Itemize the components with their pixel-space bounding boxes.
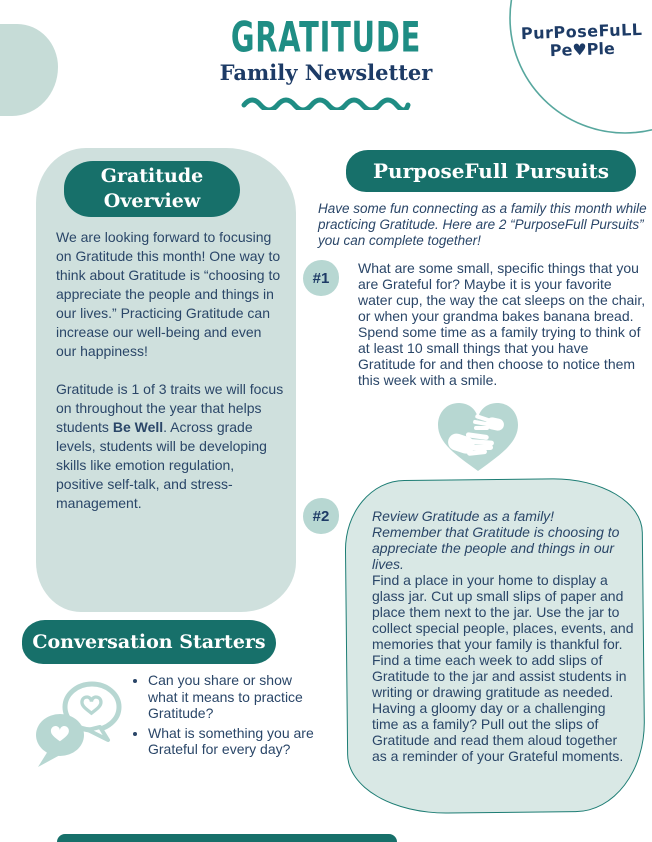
newsletter-title-text: GRATITUDE <box>230 13 422 62</box>
purposefull-people-logo <box>519 20 644 61</box>
pursuits-section-header-label: PurposeFull Pursuits <box>373 159 609 183</box>
overview-section-header <box>64 161 240 217</box>
pursuits-intro: Have some fun connecting as a family this month while practicing Gratitude. Here are 2 “PurposeFull Pursuits” you can complete together! <box>318 201 647 248</box>
heart-hands-icon <box>436 397 520 475</box>
logo-line2-with-heart-icon: Pe♥Ple <box>549 38 616 61</box>
overview-paragraph-2 <box>56 380 284 513</box>
overview-body <box>56 228 284 532</box>
overview-section-header-label: Gratitude Overview <box>100 165 204 212</box>
pursuit-1-text: What are some small, specific things that you are Grateful for? Maybe it is your favorite water cup, the way the cat sleeps on the chair, or when your grandma bakes banana bread. Spend some time as a family trying to think of at least 10 small things that you have Gratitude for and then choose to notice them this week with a smile. <box>358 260 646 388</box>
pursuit-2-body: Find a place in your home to display a glass jar. Cut up small slips of paper and place them next to the jar. Use the jar to collect special people, places, events, and memories that your family is thankful for. Find a time each week to add slips of Gratitude to the jar and assist students in writing or drawing gratitude as needed. Having a gloomy day or a challenging time as a family? Pull out the slips of Gratitude and read them aloud together as a reminder of your Grateful moments. <box>372 572 634 764</box>
pursuit-1-number-badge <box>303 260 339 296</box>
cutoff-next-section-header <box>57 834 397 842</box>
conversation-starters-list <box>132 672 314 761</box>
conversation-bullet-2: • What is something you are Grateful for every day? <box>148 725 314 758</box>
conversation-starters-header-label: Conversation Starters <box>32 631 266 653</box>
overview-paragraph-2-pre: Gratitude is 1 of 3 traits we will focus on throughout the year that helps students <box>56 381 284 435</box>
newsletter-subtitle: Family Newsletter <box>219 60 433 85</box>
conversation-bullet-1: • Can you share or show what it means to practice Gratitude? <box>148 672 314 722</box>
pursuit-2-italic-line2: Remember that Gratitude is choosing to appreciate the people and things in our lives. <box>372 524 620 572</box>
speech-bubbles-icon <box>30 674 130 770</box>
overview-be-well-bold: Be Well <box>112 419 164 435</box>
wave-divider-icon <box>241 92 411 110</box>
overview-paragraph-2-post: . Across grade levels, students will be developing skills like emotion regulation, positive self-talk, and stress-management. <box>56 419 267 511</box>
logo-line1: PurPoseFuLL <box>520 19 643 44</box>
pursuit-2-text <box>372 508 634 764</box>
pursuits-section-header <box>346 150 636 192</box>
conversation-starters-header <box>22 620 276 664</box>
pursuit-2-number: #2 <box>312 507 330 525</box>
pursuit-2-number-badge <box>303 498 339 534</box>
pursuit-1-number: #1 <box>312 269 330 287</box>
overview-paragraph-1: We are looking forward to focusing on Gratitude this month! One way to think about Gratitude is “choosing to appreciate the people and things in our lives.” Practicing Gratitude can increase our well-being and even our happiness! <box>56 229 281 359</box>
pursuit-2-italic-line1: Review Gratitude as a family! <box>372 508 555 524</box>
